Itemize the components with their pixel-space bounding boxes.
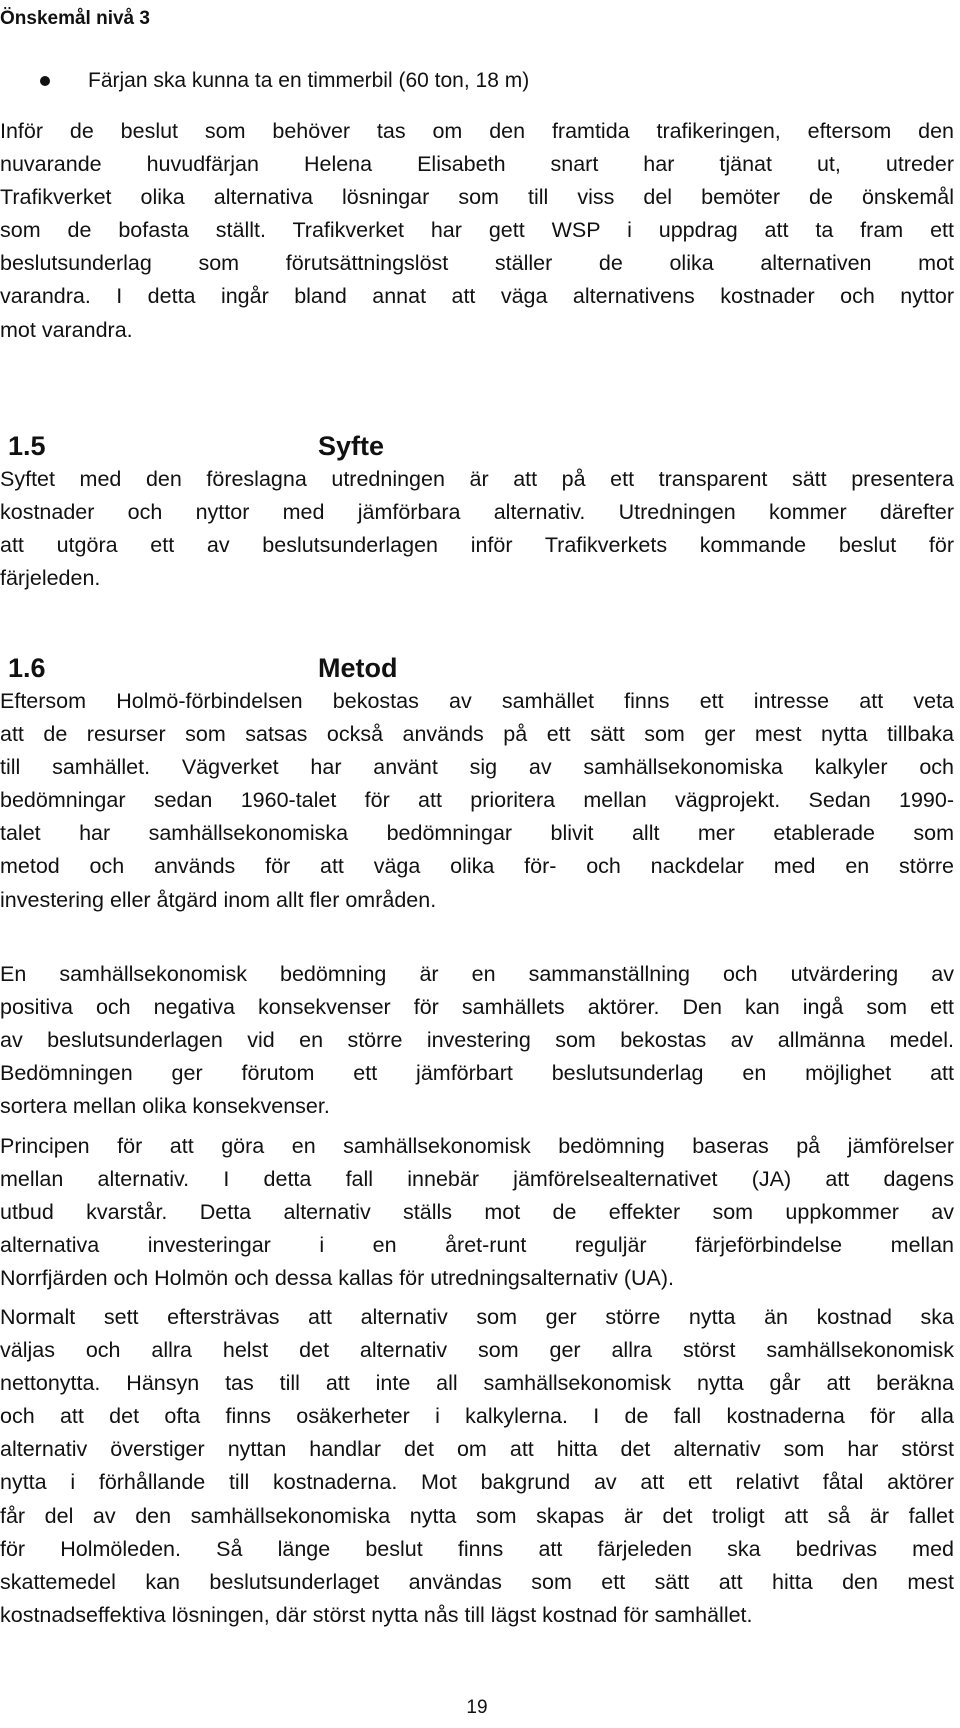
metod-line: En samhällsekonomisk bedömning är en sammanställning och utvärdering av <box>0 962 954 986</box>
intro-line: mot varandra. <box>0 317 133 342</box>
intro-line: som de bofasta ställt. Trafikverket har gett WSP i uppdrag att ta fram ett <box>0 218 954 243</box>
metod-line: kostnadseffektiva lösningen, där störst nytta nås till lägst kostnad för samhället. <box>0 1602 753 1627</box>
metod-line: skattemedel kan beslutsunderlaget användas som ett sätt att hitta den mest <box>0 1569 954 1594</box>
syfte-paragraph <box>0 463 954 595</box>
metod-line: får del av den samhällsekonomiska nytta som skapas är det troligt att så är fallet <box>0 1503 954 1528</box>
page-number: 19 <box>466 1697 488 1718</box>
intro-paragraph <box>0 115 954 347</box>
metod-line: bedömningar sedan 1960-talet för att prioritera mellan vägprojekt. Sedan 1990- <box>0 788 954 813</box>
metod-line: utbud kvarstår. Detta alternativ ställs mot de effekter som uppkommer av <box>0 1200 954 1225</box>
syfte-line: att utgöra ett av beslutsunderlagen inför Trafikverkets kommande beslut för <box>0 533 954 558</box>
metod-line: investering eller åtgärd inom allt fler områden. <box>0 887 437 912</box>
metod-line: alternativa investeringar i en året-runt reguljär färjeförbindelse mellan <box>0 1233 954 1258</box>
bullet-dot-icon <box>40 76 50 86</box>
metod-line: för Holmöleden. Så länge beslut finns att färjeleden ska bedrivas med <box>0 1536 954 1561</box>
metod-paragraph-4 <box>0 1301 954 1632</box>
metod-line: mellan alternativ. I detta fall innebär jämförelsealternativet (JA) att dagens <box>0 1167 954 1192</box>
syfte-line: färjeleden. <box>0 566 101 591</box>
metod-line: väljas och allra helst det alternativ som ger allra störst samhällsekonomisk <box>0 1338 954 1363</box>
intro-line: Trafikverket olika alternativa lösningar som till viss del bemöter de önskemål <box>0 185 954 210</box>
metod-line: Bedömningen ger förutom ett jämförbart beslutsunderlag en möjlighet att <box>0 1061 954 1086</box>
metod-line: Principen för att göra en samhällsekonomisk bedömning baseras på jämförelser <box>0 1134 954 1158</box>
metod-line: metod och används för att väga olika för- och nackdelar med en större <box>0 854 954 879</box>
metod-line: nettonytta. Hänsyn tas till att inte all samhällsekonomisk nytta går att beräkna <box>0 1371 954 1396</box>
metod-line: Norrfjärden och Holmön och dessa kallas för utredningsalternativ (UA). <box>0 1266 674 1291</box>
intro-line: Inför de beslut som behöver tas om den framtida trafikeringen, eftersom den <box>0 119 954 143</box>
metod-line: nytta i förhållande till kostnaderna. Mot bakgrund av att ett relativt fåtal aktörer <box>0 1470 954 1495</box>
bullet-item: Färjan ska kunna ta en timmerbil (60 ton, 18 m) <box>88 69 530 92</box>
metod-line: Eftersom Holmö-förbindelsen bekostas av samhället finns ett intresse att veta <box>0 689 954 713</box>
metod-line: av beslutsunderlagen vid en större investering som bekostas av allmänna medel. <box>0 1028 954 1053</box>
metod-line: positiva och negativa konsekvenser för samhällets aktörer. Den kan ingå som ett <box>0 995 954 1020</box>
metod-paragraph-1 <box>0 685 954 917</box>
metod-paragraph-3 <box>0 1130 954 1295</box>
syfte-line: kostnader och nyttor med jämförbara alternativ. Utredningen kommer därefter <box>0 500 954 525</box>
syfte-line: Syftet med den föreslagna utredningen är att på ett transparent sätt presentera <box>0 467 954 491</box>
metod-line: talet har samhällsekonomiska bedömningar blivit allt mer etablerade som <box>0 821 954 846</box>
section-number-syfte: 1.5 <box>8 431 46 461</box>
metod-paragraph-2 <box>0 958 954 1123</box>
section-title-syfte: Syfte <box>318 431 385 461</box>
metod-line: alternativ överstiger nyttan handlar det om att hitta det alternativ som har störst <box>0 1437 954 1462</box>
section-number-metod: 1.6 <box>8 653 46 683</box>
page-heading: Önskemål nivå 3 <box>0 8 150 29</box>
intro-line: beslutsunderlag som förutsättningslöst ställer de olika alternativen mot <box>0 251 954 276</box>
intro-line: varandra. I detta ingår bland annat att väga alternativens kostnader och nyttor <box>0 284 954 309</box>
metod-line: sortera mellan olika konsekvenser. <box>0 1094 330 1119</box>
section-title-metod: Metod <box>318 653 398 683</box>
intro-line: nuvarande huvudfärjan Helena Elisabeth snart har tjänat ut, utreder <box>0 152 954 177</box>
metod-line: Normalt sett eftersträvas att alternativ som ger större nytta än kostnad ska <box>0 1305 954 1329</box>
metod-line: att de resurser som satsas också används på ett sätt som ger mest nytta tillbaka <box>0 722 954 747</box>
metod-line: och att det ofta finns osäkerheter i kalkylerna. I de fall kostnaderna för alla <box>0 1404 954 1429</box>
metod-line: till samhället. Vägverket har använt sig av samhällsekonomiska kalkyler och <box>0 755 954 780</box>
